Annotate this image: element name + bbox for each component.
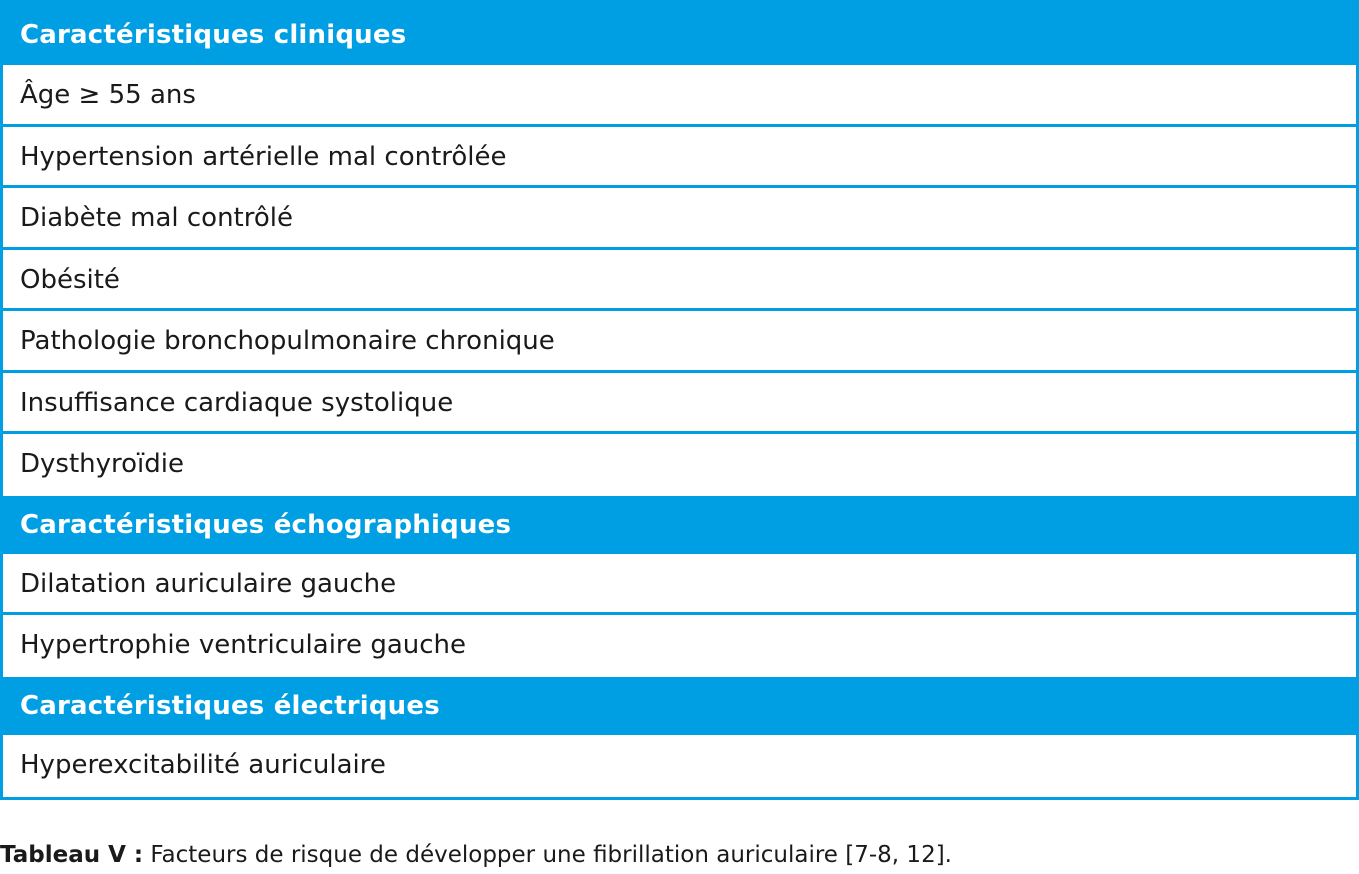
table-row: Hypertension artérielle mal contrôlée xyxy=(3,127,1356,189)
section-header-electric: Caractéristiques électriques xyxy=(3,677,1356,735)
table-caption xyxy=(0,842,952,868)
caption-text: Facteurs de risque de développer une fibrillation auriculaire [7-8, 12]. xyxy=(143,842,952,868)
table-row: Hyperexcitabilité auriculaire xyxy=(20,749,386,780)
caption-label: Tableau V : xyxy=(0,842,144,868)
section-header-clinical: Caractéristiques cliniques xyxy=(3,4,1356,65)
table-row: Hypertrophie ventriculaire gauche xyxy=(20,630,466,660)
table-row: Insuffisance cardiaque systolique xyxy=(3,373,1356,435)
table-row: Dysthyroïdie xyxy=(20,449,184,479)
table-row: Dilatation auriculaire gauche xyxy=(3,554,1356,616)
table-row: Âge ≥ 55 ans xyxy=(3,65,1356,127)
table-row: Diabète mal contrôlé xyxy=(3,188,1356,250)
table-row: Pathologie bronchopulmonaire chronique xyxy=(3,311,1356,373)
table-row: Obésité xyxy=(3,250,1356,312)
section-header-echographic: Caractéristiques échographiques xyxy=(3,496,1356,554)
